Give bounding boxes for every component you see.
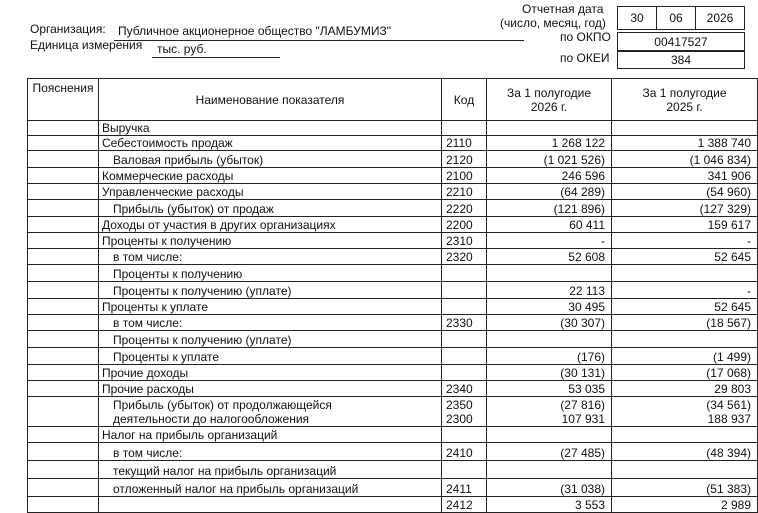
cell-previous xyxy=(612,121,758,136)
cell-notes xyxy=(28,461,99,479)
cell-notes xyxy=(28,299,99,315)
cell-name: Управленческие расходы xyxy=(99,184,442,200)
cell-current: (31 038) xyxy=(487,479,612,497)
cell-previous: 341 906 xyxy=(612,168,758,184)
table-row xyxy=(28,249,758,265)
cell-current: 3 553 xyxy=(487,497,612,513)
table-row xyxy=(28,121,758,136)
cell-name: в том числе: xyxy=(99,249,442,265)
cell-current: - xyxy=(487,233,612,249)
cell-name: Проценты к получению (уплате) xyxy=(99,282,442,299)
cell-previous-line1: (34 561) xyxy=(706,398,751,412)
table-row xyxy=(28,233,758,249)
cell-previous xyxy=(612,331,758,348)
report-month-field[interactable]: 06 xyxy=(656,6,696,30)
cell-previous: (54 960) xyxy=(612,184,758,200)
cell-current: 30 495 xyxy=(487,299,612,315)
cell-current: (30 131) xyxy=(487,365,612,381)
table-row xyxy=(28,497,758,513)
cell-name: Проценты к уплате xyxy=(99,299,442,315)
cell-name: в том числе: xyxy=(99,315,442,331)
col-header-previous: За 1 полугодие 2025 г. xyxy=(612,79,758,121)
okpo-label: по ОКПО xyxy=(560,30,611,44)
cell-current-line2: 107 931 xyxy=(561,412,605,426)
cell-current: 1 268 122 xyxy=(487,136,612,151)
cell-previous: (127 329) xyxy=(612,200,758,217)
table-row xyxy=(28,299,758,315)
cell-previous: 1 388 740 xyxy=(612,136,758,151)
cell-notes xyxy=(28,151,99,168)
cell-previous: 29 803 xyxy=(612,381,758,397)
cell-notes xyxy=(28,200,99,217)
table-row xyxy=(28,365,758,381)
table-row xyxy=(28,331,758,348)
okpo-field[interactable]: 00417527 xyxy=(617,32,745,51)
cell-code: 2412 xyxy=(442,497,487,513)
col-header-notes: Пояснения xyxy=(28,79,99,121)
income-statement-table xyxy=(27,78,758,513)
cell-code: 2310 xyxy=(442,233,487,249)
cell-notes xyxy=(28,282,99,299)
cell-current: (176) xyxy=(487,348,612,365)
cell-code: 2110 xyxy=(442,136,487,151)
cell-name: Коммерческие расходы xyxy=(99,168,442,184)
okei-field[interactable]: 384 xyxy=(617,51,745,69)
cell-notes xyxy=(28,233,99,249)
cell-name: в том числе: xyxy=(99,443,442,461)
cell-notes xyxy=(28,265,99,282)
cell-current: 60 411 xyxy=(487,217,612,233)
cell-notes xyxy=(28,381,99,397)
table-row xyxy=(28,217,758,233)
cell-name: Прочие расходы xyxy=(99,381,442,397)
report-day-field[interactable]: 30 xyxy=(617,6,657,30)
cell-name: Проценты к получению xyxy=(99,233,442,249)
cell-notes xyxy=(28,427,99,443)
cell-name: Налог на прибыль организаций xyxy=(99,427,442,443)
cell-name: Прочие доходы xyxy=(99,365,442,381)
cell-code-line1: 2350 xyxy=(446,398,473,412)
cell-previous: 52 645 xyxy=(612,299,758,315)
cell-previous: (1 499) xyxy=(612,348,758,365)
cell-notes xyxy=(28,331,99,348)
cell-previous: 159 617 xyxy=(612,217,758,233)
cell-code: 2330 xyxy=(442,315,487,331)
cell-notes xyxy=(28,184,99,200)
cell-notes xyxy=(28,315,99,331)
date-hint-label: (число, месяц, год) xyxy=(500,16,606,30)
cell-current xyxy=(487,461,612,479)
unit-label: Единица измерения xyxy=(30,38,143,52)
cell-previous xyxy=(612,265,758,282)
cell-current: (1 021 526) xyxy=(487,151,612,168)
cell-notes xyxy=(28,365,99,381)
report-year-field[interactable]: 2026 xyxy=(695,6,745,30)
cell-previous: - xyxy=(612,282,758,299)
cell-name: текущий налог на прибыль организаций xyxy=(99,461,442,479)
cell-code: 2340 xyxy=(442,381,487,397)
cell-previous: (51 383) xyxy=(612,479,758,497)
table-row xyxy=(28,151,758,168)
table-row xyxy=(28,315,758,331)
cell-code: 2100 xyxy=(442,168,487,184)
cell-notes xyxy=(28,217,99,233)
table-row xyxy=(28,348,758,365)
cell-current-line1: (27 816) xyxy=(560,398,605,412)
table-row xyxy=(28,461,758,479)
cell-previous: (1 046 834) xyxy=(612,151,758,168)
table-row xyxy=(28,479,758,497)
cell-previous: (48 394) xyxy=(612,443,758,461)
cell-code: 2120 xyxy=(442,151,487,168)
org-name: Публичное акционерное общество "ЛАМБУМИЗ" xyxy=(118,24,392,38)
cell-code: 2410 xyxy=(442,443,487,461)
cell-name: Прибыль (убыток) от продаж xyxy=(99,200,442,217)
cell-code-line2: 2300 xyxy=(446,412,473,426)
cell-current: 22 113 xyxy=(487,282,612,299)
cell-current: (27 485) xyxy=(487,443,612,461)
cell-code: 2200 xyxy=(442,217,487,233)
cell-previous: 52 645 xyxy=(612,249,758,265)
table-row xyxy=(28,168,758,184)
cell-name xyxy=(99,497,442,513)
table-row xyxy=(28,381,758,397)
report-date-label: Отчетная дата xyxy=(522,2,604,16)
cell-current xyxy=(487,265,612,282)
col-header-code: Код xyxy=(442,79,487,121)
cell-name: Себестоимость продаж xyxy=(99,136,442,151)
table-row xyxy=(28,443,758,461)
cell-code: 2320 xyxy=(442,249,487,265)
table-row xyxy=(28,427,758,443)
cell-code xyxy=(442,282,487,299)
cell-code: 2220 xyxy=(442,200,487,217)
cell-code xyxy=(442,365,487,381)
cell-previous: (17 068) xyxy=(612,365,758,381)
cell-code: 2210 xyxy=(442,184,487,200)
cell-current: (64 289) xyxy=(487,184,612,200)
cell-name: Проценты к получению xyxy=(99,265,442,282)
cell-notes xyxy=(28,443,99,461)
cell-current: (30 307) xyxy=(487,315,612,331)
cell-current xyxy=(487,121,612,136)
table-row xyxy=(28,200,758,217)
cell-code xyxy=(442,331,487,348)
cell-current: (121 896) xyxy=(487,200,612,217)
cell-current xyxy=(487,331,612,348)
cell-code xyxy=(442,299,487,315)
cell-previous: 2 989 xyxy=(612,497,758,513)
table-header-row xyxy=(28,79,758,121)
cell-code xyxy=(442,397,487,427)
cell-name: отложенный налог на прибыль организаций xyxy=(99,479,442,497)
cell-current: 53 035 xyxy=(487,381,612,397)
table-row xyxy=(28,265,758,282)
cell-notes xyxy=(28,497,99,513)
cell-notes xyxy=(28,397,99,427)
cell-notes xyxy=(28,136,99,151)
cell-previous: (18 567) xyxy=(612,315,758,331)
cell-previous-line2: 188 937 xyxy=(707,412,751,426)
cell-code xyxy=(442,121,487,136)
table-row xyxy=(28,136,758,151)
cell-notes xyxy=(28,348,99,365)
unit-value: тыс. руб. xyxy=(157,42,207,56)
cell-name: Проценты к уплате xyxy=(99,348,442,365)
cell-previous xyxy=(612,397,758,427)
cell-code xyxy=(442,427,487,443)
cell-code xyxy=(442,265,487,282)
okei-label: по ОКЕИ xyxy=(560,51,610,65)
cell-notes xyxy=(28,249,99,265)
cell-current xyxy=(487,427,612,443)
cell-current: 52 608 xyxy=(487,249,612,265)
table-row xyxy=(28,282,758,299)
table-row xyxy=(28,184,758,200)
org-underline xyxy=(114,40,524,41)
cell-code: 2411 xyxy=(442,479,487,497)
cell-current: 246 596 xyxy=(487,168,612,184)
cell-previous xyxy=(612,461,758,479)
org-label: Организация: xyxy=(30,22,106,36)
cell-code xyxy=(442,461,487,479)
col-header-current: За 1 полугодие 2026 г. xyxy=(487,79,612,121)
cell-notes xyxy=(28,121,99,136)
cell-previous: - xyxy=(612,233,758,249)
cell-code xyxy=(442,348,487,365)
cell-name: Валовая прибыль (убыток) xyxy=(99,151,442,168)
cell-notes xyxy=(28,479,99,497)
col-header-name: Наименование показателя xyxy=(99,79,442,121)
cell-name: Прибыль (убыток) от продолжающейся деятельности до налогообложения xyxy=(99,397,442,427)
cell-name: Выручка xyxy=(99,121,442,136)
unit-underline xyxy=(152,57,280,58)
cell-previous xyxy=(612,427,758,443)
cell-name: Проценты к получению (уплате) xyxy=(99,331,442,348)
cell-notes xyxy=(28,168,99,184)
cell-current xyxy=(487,397,612,427)
cell-name: Доходы от участия в других организациях xyxy=(99,217,442,233)
table-row xyxy=(28,397,758,427)
